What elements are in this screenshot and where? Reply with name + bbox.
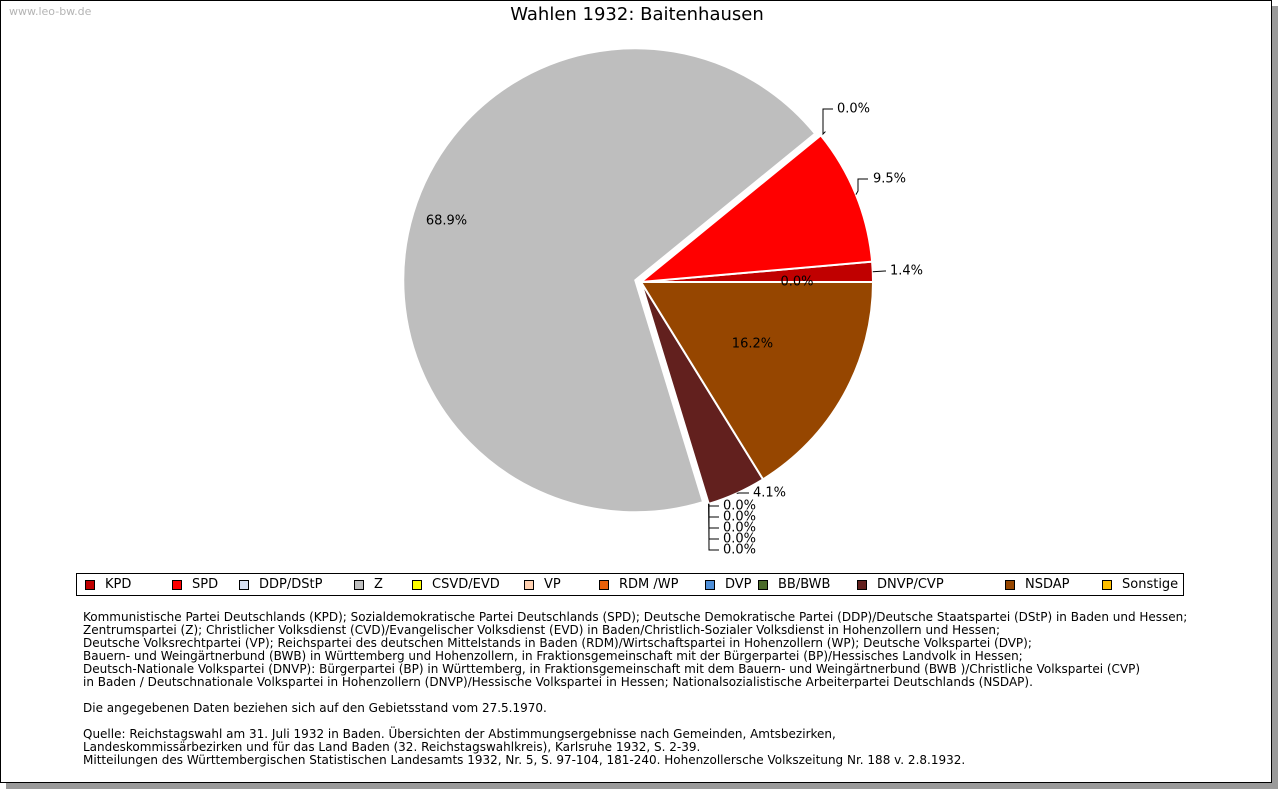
leader-line-rdm-wp	[709, 504, 719, 528]
slice-label-rdm-wp: 0.0%	[723, 520, 757, 536]
legend-label-vp: VP	[544, 577, 561, 592]
slice-label-kpd: 1.4%	[890, 263, 924, 279]
notes	[83, 611, 1187, 767]
legend-swatch-vp	[524, 580, 534, 590]
legend-item-dvp	[705, 574, 752, 595]
legend-label-sonstige: Sonstige	[1122, 577, 1179, 592]
legend-label-csvd-evd: CSVD/EVD	[432, 577, 500, 592]
legend-swatch-rdm-wp	[599, 580, 609, 590]
watermark: www.leo-bw.de	[9, 5, 92, 18]
legend-label-dnvp-cvp: DNVP/CVP	[877, 577, 944, 592]
leader-line-kpd	[873, 271, 886, 272]
slice-label-spd: 9.5%	[873, 171, 907, 187]
slice-label-ddp-dstp: 0.0%	[837, 101, 871, 117]
note-line: Deutsch-Nationale Volkspartei (DNVP): Bürgerpartei (BP) in Württemberg, in Fraktionsgemeinschaft mit dem Bauern- und Weingärtnerbund (BWB )/Christliche Volkspartei (CVP)	[83, 662, 1141, 676]
note-line: Kommunistische Partei Deutschlands (KPD); Sozialdemokratische Partei Deutschlands (SPD); Deutsche Demokratische Partei (DDP)/Deutsche Staatspartei (DStP) in Baden und Hessen;	[83, 610, 1188, 624]
legend-item-sonstige	[1102, 574, 1178, 595]
note-line: Bauern- und Weingärtnerbund (BWB) in Württemberg und Hohenzollern, in Fraktionsgemeinschaft mit der Bürgerpartei (BP)/Hessisches Landvolk in Hessen;	[83, 649, 1023, 663]
chart-title: Wahlen 1932: Baitenhausen	[510, 4, 764, 25]
note-line: Zentrumspartei (Z); Christlicher Volksdienst (CVD)/Evangelischer Volksdienst (EVD) in Baden/Christlich-Sozialer Volksdienst in Hohenzollern und Hessen;	[83, 623, 1001, 637]
leader-line-bb-bwb	[709, 504, 719, 550]
legend-swatch-dvp	[705, 580, 715, 590]
legend-label-ddp-dstp: DDP/DStP	[259, 577, 323, 592]
legend-item-z	[354, 574, 383, 595]
slice-label-sonstige: 0.0%	[780, 274, 814, 290]
leader-line-ddp-dstp	[823, 109, 833, 134]
legend-swatch-csvd-evd	[412, 580, 422, 590]
legend-label-nsdap: NSDAP	[1025, 577, 1070, 592]
legend-item-rdm-wp	[599, 574, 678, 595]
legend-item-spd	[172, 574, 218, 595]
slice-label-dnvp-cvp: 4.1%	[753, 485, 787, 501]
note-line: Die angegebenen Daten beziehen sich auf den Gebietsstand vom 27.5.1970.	[83, 701, 547, 715]
leader-line-spd	[856, 179, 868, 195]
legend-swatch-spd	[172, 580, 182, 590]
pie-chart	[1, 1, 1273, 566]
legend-swatch-bb-bwb	[758, 580, 768, 590]
legend-swatch-sonstige	[1102, 580, 1112, 590]
slice-label-dvp: 0.0%	[723, 531, 757, 547]
legend-swatch-ddp-dstp	[239, 580, 249, 590]
leader-line-dvp	[709, 504, 719, 539]
legend-item-dnvp-cvp	[857, 574, 944, 595]
note-line: Mitteilungen des Württembergischen Statistischen Landesamts 1932, Nr. 5, S. 97-104, 181-240. Hohenzollersche Volkszeitung Nr. 188 v. 2.8.1932.	[83, 753, 966, 767]
legend	[76, 573, 1184, 596]
legend-label-dvp: DVP	[725, 577, 752, 592]
legend-swatch-dnvp-cvp	[857, 580, 867, 590]
legend-swatch-z	[354, 580, 364, 590]
legend-item-nsdap	[1005, 574, 1070, 595]
note-line: in Baden / Deutschnationale Volkspartei in Hohenzollern (DNVP)/Hessische Volkspartei in Hessen; Nationalsozialistische Arbeiterpartei Deutschlands (NSDAP).	[83, 675, 1033, 689]
slice-label-vp: 0.0%	[723, 509, 757, 525]
legend-item-vp	[524, 574, 561, 595]
note-line: Landeskommissärbezirken und für das Land Baden (32. Reichstagswahlkreis), Karlsruhe 1932, S. 2-39.	[83, 740, 701, 754]
legend-item-bb-bwb	[758, 574, 830, 595]
legend-swatch-nsdap	[1005, 580, 1015, 590]
legend-label-kpd: KPD	[105, 577, 132, 592]
note-line: Deutsche Volksrechtpartei (VP); Reichspartei des deutschen Mittelstands in Baden (RDM)/Wirtschaftspartei in Hohenzollern (WP); Deutsche Volkspartei (DVP);	[83, 636, 1032, 650]
legend-label-spd: SPD	[192, 577, 219, 592]
legend-label-z: Z	[374, 577, 383, 592]
legend-swatch-kpd	[85, 580, 95, 590]
slice-label-csvd-evd: 0.0%	[723, 498, 757, 514]
legend-label-bb-bwb: BB/BWB	[778, 577, 831, 592]
slice-label-bb-bwb: 0.0%	[723, 542, 757, 558]
legend-item-csvd-evd	[412, 574, 500, 595]
legend-item-kpd	[85, 574, 131, 595]
legend-item-ddp-dstp	[239, 574, 322, 595]
slice-label-nsdap: 16.2%	[731, 336, 774, 352]
legend-label-rdm-wp: RDM /WP	[619, 577, 679, 592]
note-line: Quelle: Reichstagswahl am 31. Juli 1932 in Baden. Übersichten der Abstimmungsergebnisse nach Gemeinden, Amtsbezirken,	[83, 727, 836, 741]
slice-label-z: 68.9%	[425, 213, 468, 229]
